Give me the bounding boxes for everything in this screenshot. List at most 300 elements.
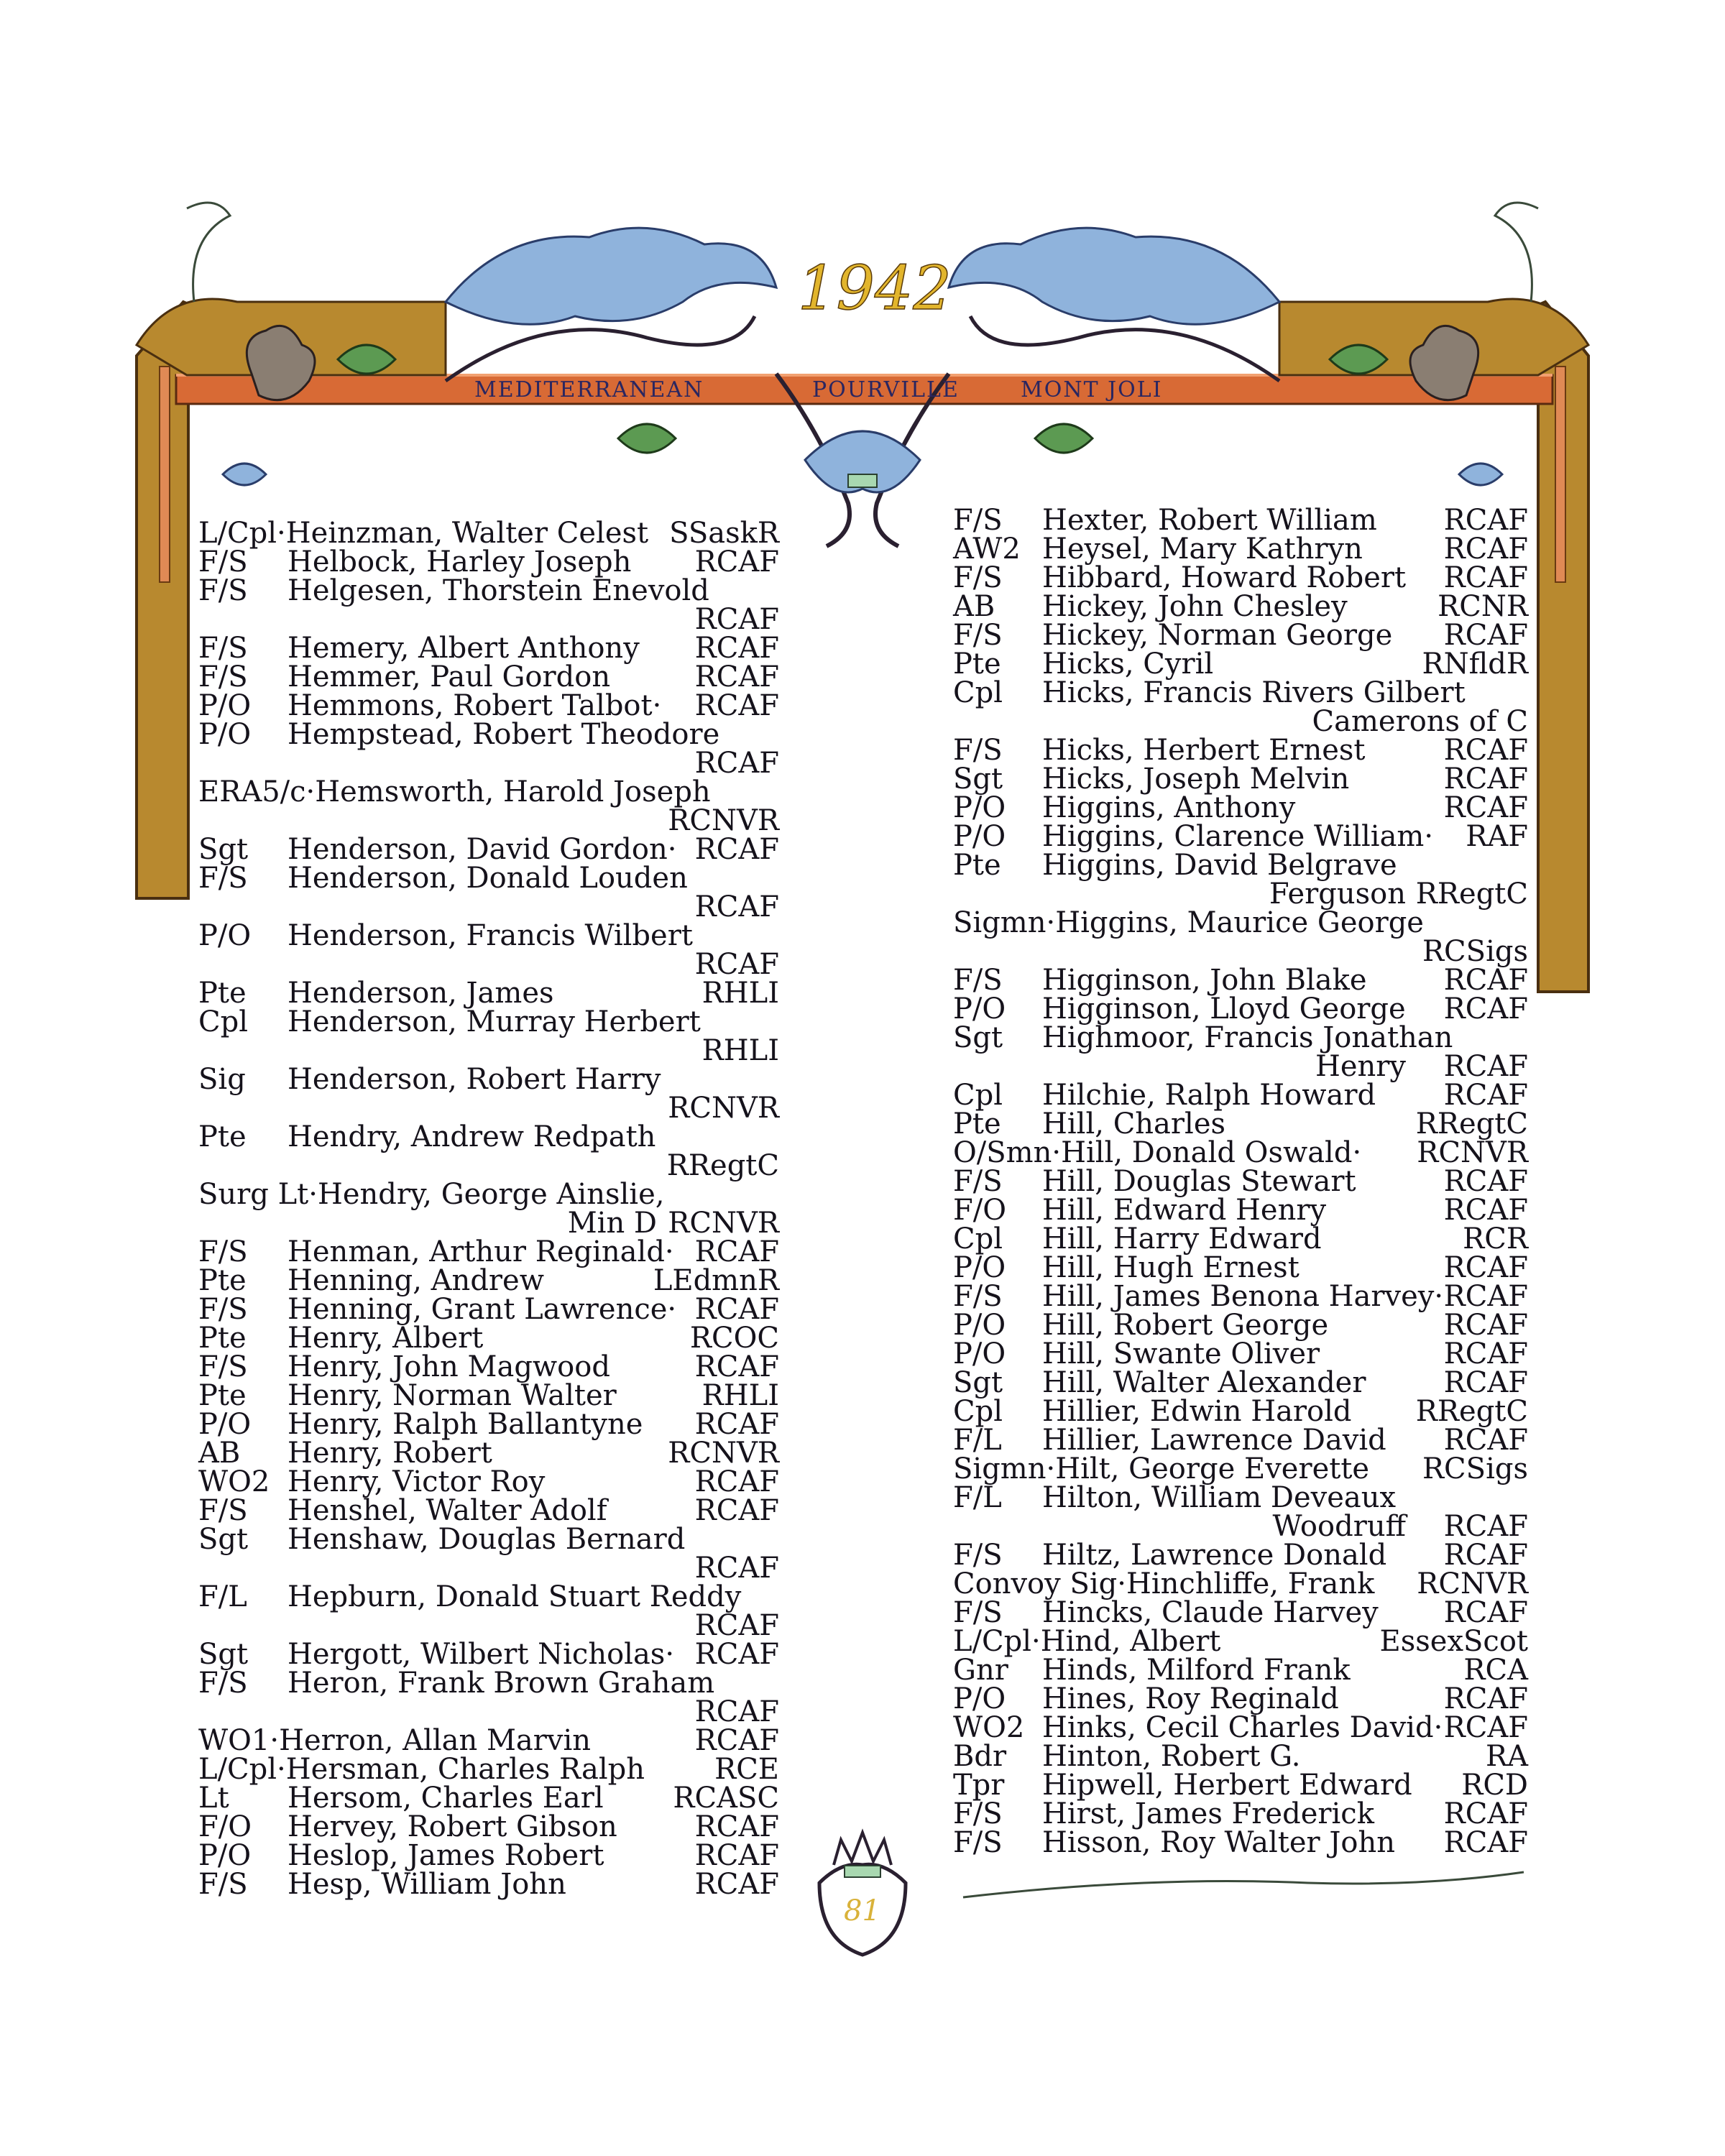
entry-unit: RCNVR	[1417, 1136, 1528, 1169]
entry-name: Hendry, Andrew Redpath	[288, 1120, 656, 1153]
blue-leaf-right	[949, 228, 1279, 324]
entry-name: Hillier, Lawrence David	[1042, 1424, 1386, 1457]
entry-rank: F/S	[953, 1596, 1003, 1629]
roll-entry	[953, 822, 1528, 851]
entry-unit: RCAF	[1443, 1711, 1528, 1744]
roll-entry	[198, 660, 779, 694]
entry-name: Henman, Arthur Reginald·	[288, 1235, 674, 1268]
entry-rank: F/S	[953, 1539, 1003, 1572]
entry-rank: Sgt	[198, 1523, 249, 1556]
entry-name: Henderson, Francis Wilbert	[288, 919, 693, 952]
entry-unit: RCAF	[1443, 1165, 1528, 1198]
entry-rank: ERA5/c·Hemsworth, Harold Joseph	[198, 775, 711, 808]
roll-entry	[953, 1107, 1528, 1141]
entry-rank: Sgt	[198, 833, 249, 866]
roll-entry	[953, 533, 1528, 566]
entry-name: Hillier, Edwin Harold	[1042, 1395, 1352, 1428]
entry-unit: RCAF	[694, 747, 779, 780]
roll-entry	[198, 775, 779, 837]
roll-entry	[198, 519, 779, 548]
entry-rank: P/O	[953, 992, 1006, 1026]
roll-entry	[953, 1483, 1528, 1541]
entry-rank: Sgt	[953, 763, 1003, 796]
entry-rank: P/O	[198, 919, 252, 952]
entry-rank: F/S	[953, 561, 1003, 594]
entry-name: Higgins, Clarence William·	[1042, 820, 1434, 853]
roll-entry	[953, 1138, 1528, 1167]
entry-rank: Pte	[198, 1264, 247, 1297]
entry-name: Henderson, David Gordon·	[288, 833, 677, 866]
entry-name: Hill, Douglas Stewart	[1042, 1165, 1356, 1198]
entry-name: Helgesen, Thorstein Enevold	[288, 574, 709, 607]
entry-unit: RA	[1485, 1740, 1528, 1773]
entry-rank: F/S	[198, 660, 248, 694]
entry-unit: RCAF	[1443, 1050, 1528, 1083]
entry-name: Hill, Walter Alexander	[1042, 1366, 1366, 1399]
entry-rank: P/O	[953, 791, 1006, 824]
entry-unit: RRegtC	[666, 1149, 779, 1182]
entry-rank: Sgt	[198, 1638, 249, 1671]
entry-unit: RHLI	[702, 977, 779, 1010]
entry-unit: RCOC	[689, 1322, 779, 1355]
entry-name: Hexter, Robert William	[1042, 504, 1377, 537]
roll-entry	[198, 1525, 779, 1583]
entry-unit: RCAF	[1443, 504, 1528, 537]
entry-name: Hill, Hugh Ernest	[1042, 1251, 1300, 1284]
entry-rank: Gnr	[953, 1654, 1008, 1687]
entry-rank: Pte	[953, 648, 1001, 681]
entry-name: Henry, John Magwood	[288, 1350, 610, 1383]
entry-name: Hill, Harry Edward	[1042, 1222, 1322, 1256]
entry-name-continuation: Woodruff	[1272, 1510, 1406, 1543]
entry-name: Hill, Swante Oliver	[1042, 1337, 1320, 1370]
entry-rank: F/S	[198, 862, 248, 895]
roll-entry	[953, 1713, 1528, 1742]
roll-entry	[198, 1782, 779, 1815]
roll-entry	[198, 1465, 779, 1498]
entry-rank: Cpl	[953, 676, 1003, 709]
entry-name: Heysel, Mary Kathryn	[1042, 533, 1363, 566]
roll-entry	[953, 1682, 1528, 1715]
entry-unit: RCSigs	[1422, 1452, 1528, 1485]
roll-entry	[953, 992, 1528, 1026]
entry-name: Henshaw, Douglas Bernard	[288, 1523, 686, 1556]
blue-leaf-left	[446, 228, 776, 324]
roll-entry	[198, 1266, 779, 1295]
roll-entry	[198, 1235, 779, 1268]
entry-rank: Sgt	[953, 1366, 1003, 1399]
entry-name: Hibbard, Howard Robert	[1042, 561, 1407, 594]
entry-rank: Pte	[198, 1120, 247, 1153]
entry-rank: Cpl	[953, 1395, 1003, 1428]
year-heading: 1942	[798, 253, 952, 323]
entry-name: Hipwell, Herbert Edward	[1042, 1769, 1412, 1802]
entry-name: Higginson, John Blake	[1042, 964, 1367, 997]
entry-rank: Pte	[198, 977, 247, 1010]
entry-rank: P/O	[198, 689, 252, 722]
roll-entry	[198, 1324, 779, 1353]
entry-unit: RCAF	[694, 833, 779, 866]
roll-entry	[953, 1828, 1528, 1857]
entry-rank: Pte	[953, 849, 1001, 882]
entry-unit: RCR	[1463, 1222, 1528, 1256]
entry-unit: RCAF	[694, 1695, 779, 1728]
roll-entry	[198, 1496, 779, 1525]
roll-entry	[198, 835, 779, 864]
roll-entry	[953, 1598, 1528, 1627]
entry-name: Hiltz, Lawrence Donald	[1042, 1539, 1387, 1572]
entry-name: Highmoor, Francis Jonathan	[1042, 1021, 1453, 1054]
entry-name: Hinks, Cecil Charles David·	[1042, 1711, 1443, 1744]
roll-entry	[198, 1755, 779, 1784]
roll-entry	[953, 1337, 1528, 1370]
entry-rank: P/O	[198, 1839, 252, 1872]
banner-word-1: MEDITERRANEAN	[474, 377, 704, 402]
entry-name: Hicks, Francis Rivers Gilbert	[1042, 676, 1466, 709]
entry-rank: F/S	[198, 632, 248, 665]
entry-name: Henry, Norman Walter	[288, 1379, 617, 1412]
entry-rank: F/S	[953, 1280, 1003, 1313]
entry-unit: RCNVR	[668, 1092, 779, 1125]
entry-rank: P/O	[953, 1251, 1006, 1284]
entry-rank: F/S	[953, 1165, 1003, 1198]
entry-name: Hill, Charles	[1042, 1107, 1226, 1141]
entry-name: Hickey, John Chesley	[1042, 590, 1348, 623]
entry-unit: RCAF	[694, 1810, 779, 1843]
entry-rank: F/S	[198, 1235, 248, 1268]
entry-rank: P/O	[953, 1309, 1006, 1342]
entry-unit: RCAF	[1443, 1280, 1528, 1313]
roll-entry	[953, 648, 1528, 681]
roll-entry	[953, 1222, 1528, 1256]
entry-name: Hisson, Roy Walter John	[1042, 1826, 1396, 1859]
entry-unit: RCAF	[1443, 619, 1528, 652]
entry-rank: F/S	[953, 1826, 1003, 1859]
entry-unit: RCAF	[694, 948, 779, 981]
entry-unit: RCAF	[1443, 964, 1528, 997]
roll-entry	[953, 1397, 1528, 1426]
entry-rank: F/S	[953, 734, 1003, 767]
entry-unit: RCAF	[694, 1293, 779, 1326]
entry-unit: RCAF	[1443, 1251, 1528, 1284]
entry-unit: RCAF	[1443, 1366, 1528, 1399]
entry-name-continuation: Ferguson	[1269, 877, 1406, 911]
entry-name-continuation: Henry	[1315, 1050, 1406, 1083]
roll-entry	[198, 720, 779, 778]
entry-unit: RCAF	[694, 890, 779, 923]
entry-rank: AW2	[953, 533, 1021, 566]
roll-entry	[198, 1350, 779, 1383]
entry-unit: RCAF	[1443, 992, 1528, 1026]
entry-name: Henning, Andrew	[288, 1264, 544, 1297]
entry-name: Hesp, William John	[288, 1868, 566, 1901]
entry-rank: Lt	[198, 1782, 229, 1815]
roll-entry	[198, 691, 779, 720]
entry-name: Hepburn, Donald Stuart Reddy	[288, 1580, 742, 1613]
entry-rank: WO2	[953, 1711, 1025, 1744]
roll-entry	[198, 1439, 779, 1468]
roll-entry	[198, 1180, 779, 1238]
entry-name: Hill, Robert George	[1042, 1309, 1329, 1342]
entry-unit: RRegtC	[1415, 1395, 1528, 1428]
entry-unit: RCSigs	[1422, 935, 1528, 968]
entry-unit: RCAF	[1443, 1682, 1528, 1715]
entry-rank: Pte	[198, 1379, 247, 1412]
entry-unit: RHLI	[702, 1379, 779, 1412]
entry-unit: RAF	[1466, 820, 1528, 853]
entry-rank: F/S	[198, 1293, 248, 1326]
entry-name: Henderson, Murray Herbert	[288, 1005, 701, 1038]
roll-entry	[953, 1567, 1528, 1600]
entry-name: Henshel, Walter Adolf	[288, 1494, 607, 1527]
entry-rank: Sigmn·Higgins, Maurice George	[953, 906, 1424, 939]
banner-word-2: POURVILLE	[812, 377, 960, 402]
entry-rank: F/S	[953, 964, 1003, 997]
entry-unit: RCAF	[694, 1724, 779, 1757]
entry-unit: RCAF	[694, 689, 779, 722]
entry-unit: RCAF	[694, 1552, 779, 1585]
entry-unit: SSaskR	[669, 517, 779, 550]
entry-rank: F/L	[953, 1481, 1002, 1514]
entry-rank: AB	[198, 1437, 241, 1470]
roll-entry	[953, 736, 1528, 765]
entry-unit: RCNR	[1438, 590, 1528, 623]
roll-entry	[953, 592, 1528, 621]
entry-name: Hemmer, Paul Gordon	[288, 660, 611, 694]
roll-entry	[953, 966, 1528, 995]
entry-rank: F/S	[198, 1667, 248, 1700]
entry-rank: P/O	[953, 820, 1006, 853]
entry-name: Hinton, Robert G.	[1042, 1740, 1301, 1773]
roll-entry	[198, 576, 779, 634]
entry-rank: F/S	[953, 504, 1003, 537]
roll-entry	[198, 1640, 779, 1669]
entry-rank: WO2	[198, 1465, 270, 1498]
entry-unit: RCAF	[1443, 1510, 1528, 1543]
entry-unit: RCAF	[1443, 1079, 1528, 1112]
entry-unit: Camerons of C	[1312, 705, 1528, 738]
entry-rank: Convoy Sig·Hinchliffe, Frank	[953, 1567, 1375, 1600]
roll-entry	[198, 921, 779, 979]
entry-unit: RCAF	[694, 603, 779, 636]
entry-unit: RCAF	[1443, 1797, 1528, 1830]
entry-unit: RCAF	[1443, 734, 1528, 767]
folio-number: 81	[844, 1894, 880, 1927]
entry-name: Henry, Albert	[288, 1322, 484, 1355]
entry-rank: P/O	[198, 718, 252, 751]
entry-rank: Sgt	[953, 1021, 1003, 1054]
roll-entry	[198, 1812, 779, 1841]
entry-rank: Cpl	[953, 1079, 1003, 1112]
entry-rank: Sig	[198, 1063, 246, 1096]
entry-name: Hilchie, Ralph Howard	[1042, 1079, 1376, 1112]
entry-unit: RCAF	[694, 632, 779, 665]
entry-rank: P/O	[953, 1337, 1006, 1370]
right-name-column	[953, 506, 1528, 1857]
entry-name-continuation: Min D	[567, 1207, 657, 1240]
entry-name: Hines, Roy Reginald	[1042, 1682, 1339, 1715]
entry-name: Hill, Edward Henry	[1042, 1194, 1327, 1227]
entry-rank: F/S	[953, 1797, 1003, 1830]
roll-entry	[198, 1726, 779, 1755]
entry-unit: RCAF	[694, 660, 779, 694]
roll-entry	[198, 1410, 779, 1439]
entry-name: Hempstead, Robert Theodore	[288, 718, 720, 751]
entry-unit: RCAF	[1443, 1539, 1528, 1572]
roll-entry	[953, 1426, 1528, 1455]
entry-rank: L/Cpl·Hersman, Charles Ralph	[198, 1753, 645, 1786]
roll-entry	[953, 563, 1528, 592]
roll-entry	[953, 849, 1528, 911]
roll-entry	[953, 1797, 1528, 1830]
entry-name: Henderson, James	[288, 977, 554, 1010]
entry-name: Hinds, Milford Frank	[1042, 1654, 1351, 1687]
roll-entry	[953, 1282, 1528, 1311]
roll-entry	[198, 1870, 779, 1899]
entry-rank: WO1·Herron, Allan Marvin	[198, 1724, 592, 1757]
entry-unit: RCE	[714, 1753, 779, 1786]
entry-name: Hemery, Albert Anthony	[288, 632, 640, 665]
entry-unit: RCAF	[694, 1638, 779, 1671]
roll-entry	[198, 1381, 779, 1410]
entry-name: Higgins, Anthony	[1042, 791, 1296, 824]
entry-name: Helbock, Harley Joseph	[288, 545, 632, 579]
entry-name: Hilton, William Deveaux	[1042, 1481, 1397, 1514]
entry-name: Hemmons, Robert Talbot·	[288, 689, 662, 722]
entry-name: Higginson, Lloyd George	[1042, 992, 1406, 1026]
entry-rank: L/Cpl·Hind, Albert	[953, 1625, 1221, 1658]
entry-unit: RCAF	[1443, 791, 1528, 824]
entry-unit: RCAF	[694, 1868, 779, 1901]
entry-unit: RCNVR	[668, 1437, 779, 1470]
roll-entry	[953, 1656, 1528, 1685]
roll-entry	[198, 1580, 779, 1642]
entry-rank: F/S	[198, 1494, 248, 1527]
roll-entry	[198, 634, 779, 663]
entry-name: Henning, Grant Lawrence·	[288, 1293, 677, 1326]
entry-rank: Sigmn·Hilt, George Everette	[953, 1452, 1370, 1485]
entry-rank: F/L	[198, 1580, 247, 1613]
roll-entry	[953, 1541, 1528, 1570]
roll-entry	[198, 1005, 779, 1067]
entry-rank: F/S	[198, 545, 248, 579]
roll-entry	[953, 793, 1528, 822]
banner-word-3: MONT JOLI	[1021, 377, 1163, 402]
entry-unit: RCAF	[694, 1839, 779, 1872]
entry-name: Henderson, Robert Harry	[288, 1063, 661, 1096]
entry-unit: RCNVR	[668, 804, 779, 837]
entry-unit: RCAF	[694, 545, 779, 579]
entry-unit: LEdmnR	[653, 1264, 779, 1297]
entry-rank: Pte	[198, 1322, 247, 1355]
entry-unit: RCNVR	[1417, 1567, 1528, 1600]
entry-name: Hergott, Wilbert Nicholas·	[288, 1638, 675, 1671]
entry-rank: F/S	[198, 1350, 248, 1383]
entry-name: Henry, Robert	[288, 1437, 492, 1470]
entry-name: Henry, Ralph Ballantyne	[288, 1408, 643, 1441]
roll-entry	[953, 763, 1528, 796]
entry-unit: RCAF	[1443, 763, 1528, 796]
entry-unit: RCAF	[694, 1235, 779, 1268]
entry-unit: RCD	[1461, 1769, 1528, 1802]
roll-entry	[198, 979, 779, 1008]
entry-unit: RCAF	[1443, 1424, 1528, 1457]
entry-name: Hicks, Joseph Melvin	[1042, 763, 1350, 796]
roll-entry	[953, 1368, 1528, 1397]
entry-rank: P/O	[953, 1682, 1006, 1715]
entry-name: Henry, Victor Roy	[288, 1465, 546, 1498]
entry-name: Heron, Frank Brown Graham	[288, 1667, 715, 1700]
roll-entry	[953, 506, 1528, 535]
roll-entry	[953, 908, 1528, 966]
entry-rank: F/O	[198, 1810, 252, 1843]
entry-name: Heslop, James Robert	[288, 1839, 604, 1872]
entry-rank: Tpr	[953, 1769, 1005, 1802]
entry-rank: Surg Lt·Hendry, George Ainslie,	[198, 1178, 665, 1211]
entry-unit: RCAF	[694, 1465, 779, 1498]
roll-entry	[198, 864, 779, 921]
roll-entry	[953, 1742, 1528, 1771]
entry-unit: RCA	[1463, 1654, 1528, 1687]
roll-entry	[198, 1065, 779, 1123]
entry-name: Higgins, David Belgrave	[1042, 849, 1397, 882]
entry-name: Hill, James Benona Harvey·	[1042, 1280, 1444, 1313]
entry-rank: Cpl	[198, 1005, 249, 1038]
roll-entry	[953, 1627, 1528, 1656]
entry-unit: RCAF	[694, 1408, 779, 1441]
entry-unit: RCAF	[694, 1350, 779, 1383]
entry-unit: RHLI	[702, 1034, 779, 1067]
entry-rank: O/Smn·Hill, Donald Oswald·	[953, 1136, 1362, 1169]
entry-unit: EssexScot	[1379, 1625, 1528, 1658]
roll-entry	[198, 545, 779, 579]
roll-entry	[953, 1196, 1528, 1225]
left-name-column	[198, 519, 779, 1899]
entry-name: Hicks, Cyril	[1042, 648, 1214, 681]
entry-unit: RRegtC	[1415, 1107, 1528, 1141]
entry-unit: RCAF	[1443, 561, 1528, 594]
entry-name: Hicks, Herbert Ernest	[1042, 734, 1366, 767]
roll-entry	[953, 1771, 1528, 1800]
entry-rank: P/O	[198, 1408, 252, 1441]
entry-unit: RCASC	[673, 1782, 779, 1815]
roll-entry	[953, 621, 1528, 650]
entry-unit: RCAF	[1443, 1337, 1528, 1370]
entry-rank: F/S	[953, 619, 1003, 652]
roll-entry	[953, 1253, 1528, 1282]
entry-unit: RCAF	[694, 1494, 779, 1527]
roll-entry	[953, 1023, 1528, 1081]
entry-unit: RRegtC	[1415, 877, 1528, 911]
entry-rank: AB	[953, 590, 995, 623]
entry-name: Hincks, Claude Harvey	[1042, 1596, 1379, 1629]
entry-name: Henderson, Donald Louden	[288, 862, 688, 895]
entry-unit: RCAF	[1443, 1596, 1528, 1629]
entry-unit: RCAF	[694, 1609, 779, 1642]
entry-rank: F/L	[953, 1424, 1002, 1457]
entry-name: Hervey, Robert Gibson	[288, 1810, 617, 1843]
entry-rank: Cpl	[953, 1222, 1003, 1256]
entry-unit: RNfldR	[1422, 648, 1528, 681]
entry-rank: F/O	[953, 1194, 1007, 1227]
entry-unit: RCAF	[1443, 1194, 1528, 1227]
roll-entry	[953, 1081, 1528, 1110]
entry-name: Hersom, Charles Earl	[288, 1782, 604, 1815]
roll-entry	[953, 1452, 1528, 1485]
entry-unit: RCAF	[1443, 533, 1528, 566]
roll-entry	[198, 1120, 779, 1182]
roll-entry	[953, 1167, 1528, 1196]
